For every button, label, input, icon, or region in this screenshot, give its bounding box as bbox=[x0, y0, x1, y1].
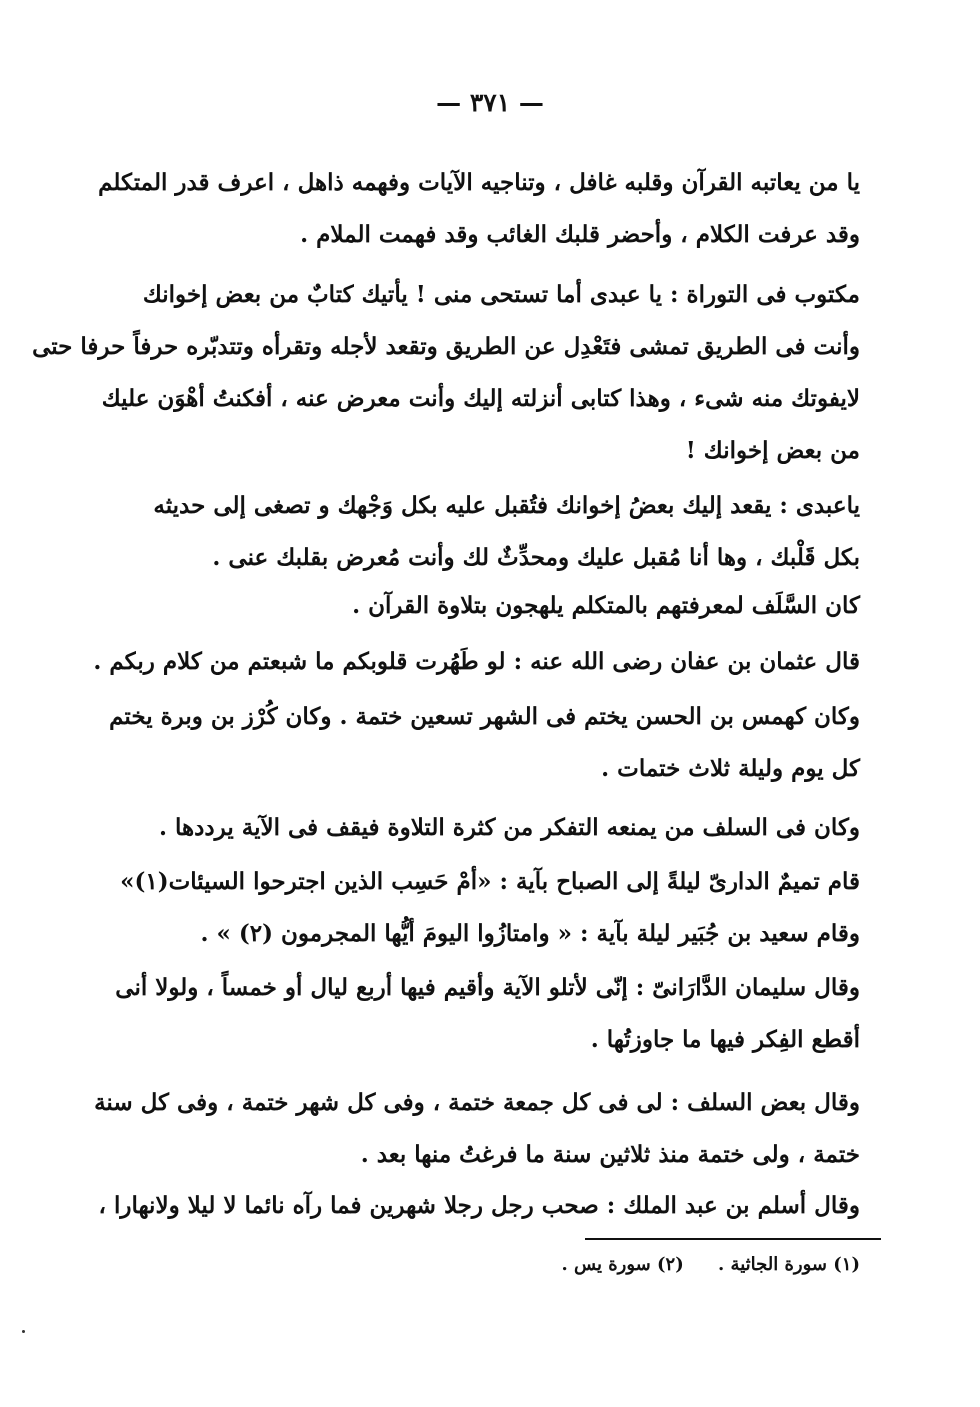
paragraph-5 bbox=[93, 636, 860, 688]
text-line: وكان فى السلف من يمنعه التفكر من كثرة التلاوة فيقف فى الآية يرددها . bbox=[159, 814, 860, 841]
text-line: كان السَّلَف لمعرفتهم بالمتكلم يلهجون بتلاوة القرآن . bbox=[352, 592, 860, 619]
text-line: من بعض إخوانك ! bbox=[685, 437, 860, 464]
paragraph-4 bbox=[128, 580, 860, 632]
text-line: وكان كهمس بن الحسن يختم فى الشهر تسعين ختمة . وكان كُرْز بن وبرة يختم bbox=[109, 703, 860, 730]
text-line: ياعبدى : يقعد إليك بعضُ إخوانك فتُقبل عليه بكل وَجْهك و تصغى إلى حديثه bbox=[153, 492, 860, 519]
page-number: — ٣٧١ — bbox=[436, 88, 544, 117]
text-line: كل يوم وليلة ثلاث ختمات . bbox=[601, 755, 860, 782]
text-line: وقال بعض السلف : لى فى كل جمعة ختمة ، وفى كل شهر ختمة ، وفى كل سنة bbox=[94, 1089, 860, 1116]
text-line: لايفوتك منه شىء ، وهذا كتابى أنزلته إليك وأنت معرض عنه ، أفكنتُ أهْوَن عليك bbox=[101, 385, 860, 412]
footnote-1: (١) سورة الجاثية . bbox=[718, 1254, 860, 1275]
text-line: يا من يعاتبه القرآن وقلبه غافل ، وتناجيه الآيات وفهمه ذاهل ، اعرف قدر المتكلم bbox=[98, 169, 860, 196]
text-line: قال عثمان بن عفان رضى الله عنه : لو طَهُرت قلوبكم ما شبعتم من كلام ربكم . bbox=[93, 648, 860, 675]
text-line: مكتوب فى التوراة : يا عبدى أما تستحى منى ! يأتيك كتابٌ من بعض إخوانك bbox=[142, 281, 860, 308]
paragraph-3 bbox=[128, 480, 860, 584]
text-line: ختمة ، ولى ختمة منذ ثلاثين سنة ما فرغتُ منها بعد . bbox=[360, 1141, 860, 1168]
paragraph-11 bbox=[98, 1180, 860, 1232]
text-line: بكل قَلْبك ، وها أنا مُقبل عليك ومحدِّثٌ لك وأنت مُعرض بقلبك عنى . bbox=[212, 544, 860, 571]
paragraph-8 bbox=[120, 856, 860, 960]
text-line: وقد عرفت الكلام ، وأحضر قلبك الغائب وقد فهمت الملام . bbox=[300, 221, 860, 248]
footnote-divider bbox=[585, 1238, 881, 1240]
text-line: وأنت فى الطريق تمشى فتَعْدِل عن الطريق وتقعد لأجله وتقرأه وتتدبّره حرفاً حرفا حتى bbox=[32, 333, 860, 360]
text-line: قام تميمٌ الدارىّ ليلةً إلى الصباح بآية : «أمْ حَسِب الذين اجترحوا السيئات(١)» bbox=[120, 868, 860, 895]
paragraph-1 bbox=[98, 157, 860, 261]
paragraph-7 bbox=[128, 802, 860, 854]
footnote-2: (٢) سورة يس . bbox=[561, 1254, 684, 1275]
footnotes bbox=[520, 1254, 860, 1275]
text-line: وقام سعيد بن جُبَير ليلة بآية : « وامتازُوا اليومَ أيُّها المجرمون (٢) » . bbox=[200, 920, 860, 947]
text-line: وقال أسلم بن عبد الملك : صحب رجل رجلا شهرين فما رآه نائما لا ليلا ولانهارا ، bbox=[98, 1192, 860, 1219]
text-line: وقال سليمان الدَّارَانىّ : إنّى لأتلو الآية وأقيم فيها أربع ليال أو خمساً ، ولولا أنى bbox=[115, 974, 860, 1001]
paragraph-10 bbox=[94, 1077, 860, 1181]
paragraph-6 bbox=[109, 691, 860, 795]
paragraph-9 bbox=[115, 962, 860, 1066]
text-line: أقطع الفِكر فيها ما جاوزتُها . bbox=[590, 1026, 860, 1053]
paragraph-2 bbox=[32, 269, 860, 477]
scan-speck bbox=[22, 1330, 25, 1333]
